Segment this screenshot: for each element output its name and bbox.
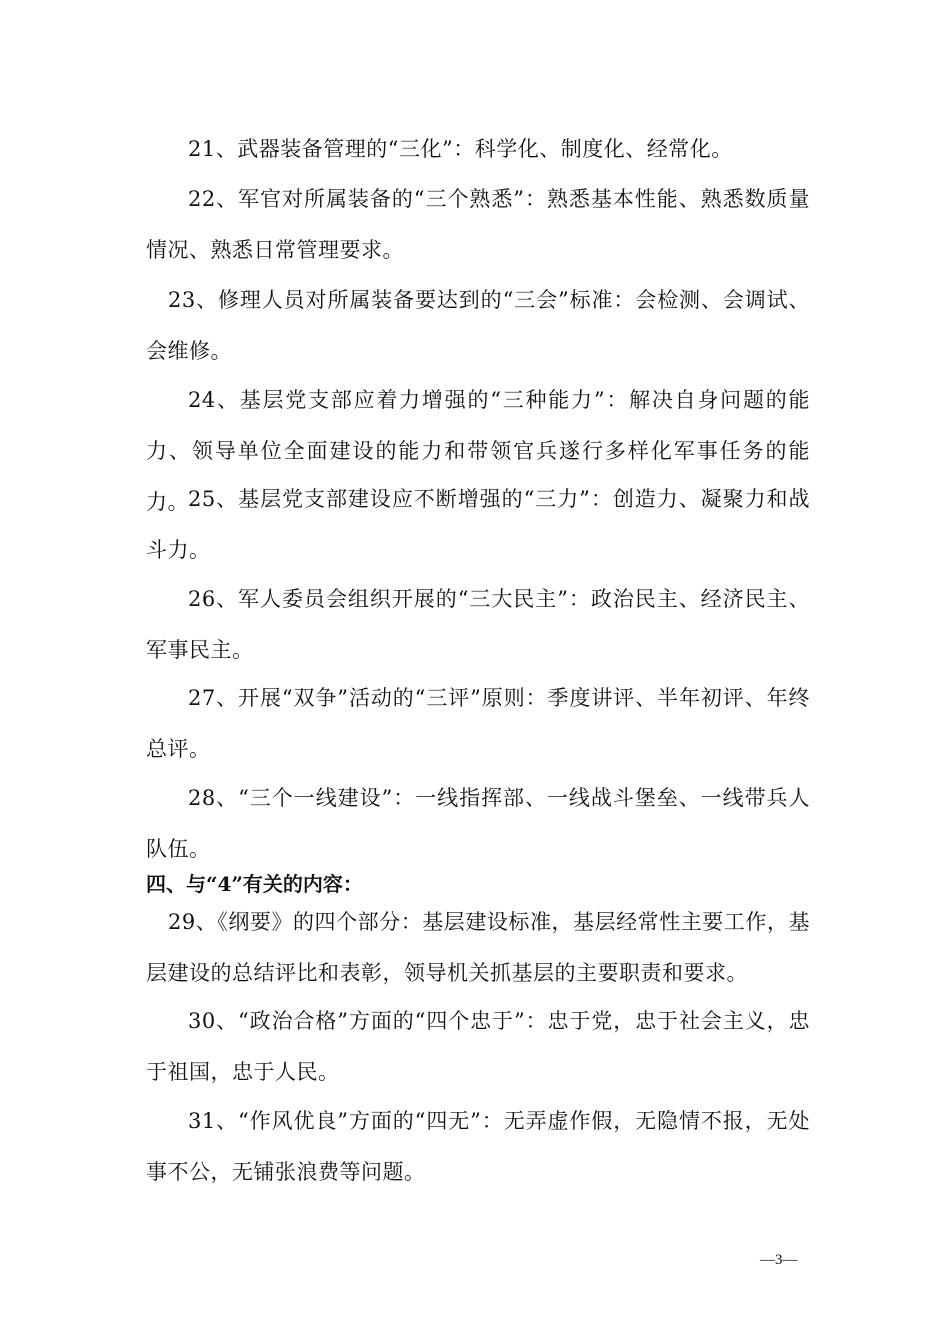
item-30: 30、“政治合格”方面的“四个忠于”：忠于党，忠于社会主义，忠于祖国，忠于人民。 — [146, 1009, 810, 1084]
item-28: 28、“三个一线建设”：一线指挥部、一线战斗堡垒、一线带兵人队伍。 — [146, 786, 810, 861]
item-31: 31、“作风优良”方面的“四无”：无弄虚作假，无隐情不报，无处事不公，无铺张浪费等问题。 — [146, 1109, 810, 1184]
item-29: 29、《纲要》的四个部分：基层建设标准，基层经常性主要工作，基层建设的总结评比和表彰，领导机关抓基层的主要职责和要求。 — [146, 910, 810, 985]
item-22: 22、军官对所属装备的“三个熟悉”：熟悉基本性能、熟悉数质量情况、熟悉日常管理要求。 — [146, 187, 810, 262]
item-23: 23、修理人员对所属装备要达到的“三会”标准：会检测、会调试、会维修。 — [146, 288, 810, 363]
section-heading: 四、与“4”有关的内容： — [146, 872, 363, 896]
item-26: 26、军人委员会组织开展的“三大民主”：政治民主、经济民主、军事民主。 — [146, 587, 810, 662]
item-25: 25、基层党支部建设应不断增强的“三力”：创造力、凝聚力和战斗力。 — [146, 487, 810, 562]
item-21: 21、武器装备管理的“三化”：科学化、制度化、经常化。 — [188, 137, 733, 161]
item-24: 24、基层党支部应着力增强的“三种能力”：解决自身问题的能力、领导单位全面建设的能力和带领官兵遂行多样化军事任务的能力。 — [146, 388, 810, 514]
page-number: —3— — [760, 1252, 798, 1268]
item-27: 27、开展“双争”活动的“三评”原则：季度讲评、半年初评、年终总评。 — [146, 686, 810, 761]
